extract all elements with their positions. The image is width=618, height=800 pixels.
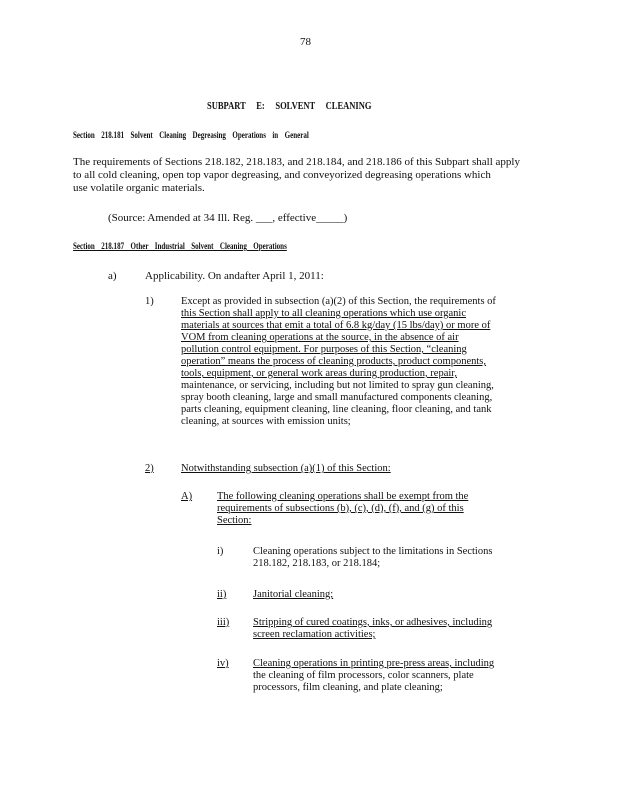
item-1-line: tools, equipment, or general work areas during production, repair, <box>181 368 457 379</box>
item-1-label: 1) <box>145 296 154 307</box>
item-A-line: The following cleaning operations shall be exempt from the <box>217 491 469 502</box>
item-1-body <box>181 296 496 428</box>
section-181-paragraph <box>73 156 553 195</box>
item-iv-line: Cleaning operations in printing pre-press areas, including <box>253 658 495 669</box>
item-i-line: 218.182, 218.183, or 218.184; <box>253 558 381 569</box>
item-2-text: Notwithstanding subsection (a)(1) of this Section: <box>181 463 391 474</box>
item-1-line: cleaning, at sources with emission units; <box>181 416 351 427</box>
section-187-heading: Section 218.187 Other Industrial Solvent Cleaning Operations <box>73 241 287 251</box>
item-A-line: requirements of subsections (b), (c), (d), (f), and (g) of this <box>217 503 464 514</box>
item-A-line: Section: <box>217 515 252 526</box>
item-ii-text: Janitorial cleaning; <box>253 589 334 600</box>
item-a-text: Applicability. On andafter April 1, 2011: <box>145 270 324 282</box>
item-A-body <box>217 491 468 527</box>
item-1-line: this Section shall apply to all cleaning operations which use organic <box>181 308 466 319</box>
item-iv-label: iv) <box>217 658 229 669</box>
paragraph-line: to all cold cleaning, open top vapor degreasing, and conveyorized degreasing operations which <box>73 169 491 181</box>
item-a-label: a) <box>108 270 117 282</box>
item-i-body <box>253 546 492 570</box>
item-ii-label: ii) <box>217 589 227 600</box>
item-1-line: operation” means the process of cleaning products, product components, <box>181 356 486 367</box>
item-1-line: parts cleaning, equipment cleaning, line cleaning, floor cleaning, and tank <box>181 404 492 415</box>
item-iii-line: screen reclamation activities; <box>253 629 376 640</box>
item-iv-line: processors, film cleaning, and plate cleaning; <box>253 682 443 693</box>
source-note: (Source: Amended at 34 Ill. Reg. ___, effective_____) <box>108 212 348 224</box>
item-1-line: Except as provided in subsection (a)(2) of this Section, the requirements of <box>181 296 496 307</box>
item-A-label: A) <box>181 491 193 502</box>
item-iii-line: Stripping of cured coatings, inks, or adhesives, including <box>253 617 493 628</box>
subpart-title: SUBPART E: SOLVENT CLEANING <box>207 101 372 112</box>
item-iv-line: the cleaning of film processors, color scanners, plate <box>253 670 474 681</box>
section-181-heading: Section 218.181 Solvent Cleaning Degreasing Operations in General <box>73 130 309 140</box>
item-1-line: materials at sources that emit a total of 6.8 kg/day (15 lbs/day) or more of <box>181 320 491 331</box>
item-1-line: VOM from cleaning operations at the source, in the absence of air <box>181 332 459 343</box>
item-1-line: pollution control equipment. For purposes of this Section, “cleaning <box>181 344 467 355</box>
item-2-label: 2) <box>145 463 154 474</box>
page-number: 78 <box>300 36 311 48</box>
paragraph-line: use volatile organic materials. <box>73 182 205 194</box>
item-1-line: spray booth cleaning, large and small manufactured components cleaning, <box>181 392 493 403</box>
item-iii-label: iii) <box>217 617 230 628</box>
item-iii-body <box>253 617 492 641</box>
item-iv-body <box>253 658 494 694</box>
item-1-line: maintenance, or servicing, including but not limited to spray gun cleaning, <box>181 380 494 391</box>
item-i-label: i) <box>217 546 224 557</box>
paragraph-line: The requirements of Sections 218.182, 218.183, and 218.184, and 218.186 of this Subpart shall apply <box>73 156 520 168</box>
item-i-line: Cleaning operations subject to the limitations in Sections <box>253 546 493 557</box>
